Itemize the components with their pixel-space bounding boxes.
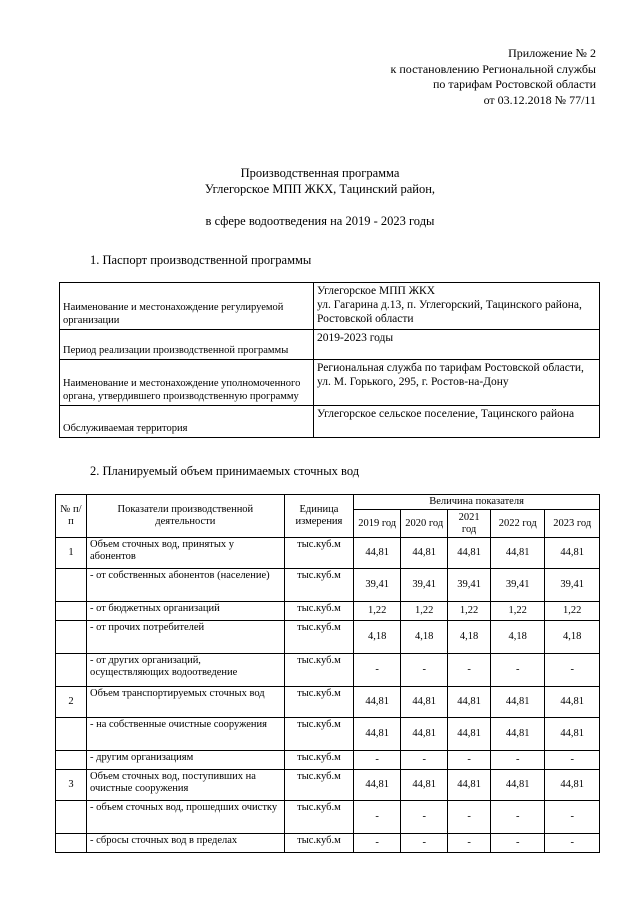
row-value: - (545, 801, 600, 834)
row-value: 39,41 (354, 569, 401, 602)
row-value: 39,41 (401, 569, 448, 602)
title-line: Углегорское МПП ЖКХ, Тацинский район, (204, 182, 436, 196)
row-indicator: - на собственные очистные сооружения (86, 718, 284, 751)
row-value: 44,81 (448, 770, 491, 801)
row-number: 1 (56, 538, 87, 569)
row-value: 44,81 (545, 770, 600, 801)
row-indicator: - сбросы сточных вод в пределах (86, 834, 284, 853)
table-row (56, 654, 600, 687)
row-value: 44,81 (354, 687, 401, 718)
row-value: - (448, 801, 491, 834)
header-year: 2019 год (354, 510, 401, 538)
header-year: 2020 год (401, 510, 448, 538)
row-value: 44,81 (354, 770, 401, 801)
row-indicator: - от прочих потребителей (86, 621, 284, 654)
header-value-group: Величина показателя (354, 495, 600, 510)
row-indicator: Объем сточных вод, принятых у абонентов (86, 538, 284, 569)
row-value: - (448, 751, 491, 770)
row-unit: тыс.куб.м (284, 621, 353, 654)
row-unit: тыс.куб.м (284, 569, 353, 602)
passport-value: 2019-2023 годы (314, 330, 600, 360)
row-indicator: - от собственных абонентов (население) (86, 569, 284, 602)
volume-table (55, 494, 600, 853)
table-row (56, 718, 600, 751)
row-value: 44,81 (401, 538, 448, 569)
row-value: 44,81 (354, 718, 401, 751)
row-value: - (354, 801, 401, 834)
row-value: 39,41 (448, 569, 491, 602)
row-value: 4,18 (545, 621, 600, 654)
passport-table (59, 282, 600, 438)
passport-value-address: ул. Гагарина д.13, п. Углегорский, Тацинского района, Ростовской области (317, 299, 582, 325)
row-value: 44,81 (401, 770, 448, 801)
table-row (56, 687, 600, 718)
row-value: 39,41 (545, 569, 600, 602)
row-value: 44,81 (354, 538, 401, 569)
row-value: - (545, 751, 600, 770)
row-value: 1,22 (354, 602, 401, 621)
row-value: - (490, 834, 545, 853)
row-value: - (401, 751, 448, 770)
row-value: 1,22 (401, 602, 448, 621)
appendix-header (391, 46, 596, 108)
row-value: - (354, 751, 401, 770)
row-value: 44,81 (545, 687, 600, 718)
header-unit: Единица измерения (284, 495, 353, 538)
row-number (56, 569, 87, 602)
row-value: 44,81 (401, 687, 448, 718)
row-value: 44,81 (490, 770, 545, 801)
row-value: 44,81 (490, 538, 545, 569)
passport-value: Углегорское сельское поселение, Тацинского района (314, 406, 600, 438)
row-value: - (490, 654, 545, 687)
row-unit: тыс.куб.м (284, 602, 353, 621)
row-value: - (401, 801, 448, 834)
row-indicator: Объем сточных вод, поступивших на очистные сооружения (86, 770, 284, 801)
row-number (56, 801, 87, 834)
passport-row (60, 406, 600, 438)
row-value: 4,18 (354, 621, 401, 654)
section-heading-volume: 2. Планируемый объем принимаемых сточных вод (90, 464, 360, 478)
passport-value-org: Углегорское МПП ЖКХ (317, 285, 436, 297)
passport-label: Период реализации производственной программы (60, 330, 314, 360)
row-indicator: - объем сточных вод, прошедших очистку (86, 801, 284, 834)
table-row (56, 538, 600, 569)
table-row (56, 770, 600, 801)
row-value: 1,22 (490, 602, 545, 621)
passport-row (60, 330, 600, 360)
table-row (56, 801, 600, 834)
header-year: 2022 год (490, 510, 545, 538)
passport-label: Обслуживаемая территория (60, 406, 314, 438)
row-unit: тыс.куб.м (284, 687, 353, 718)
row-value: - (448, 654, 491, 687)
passport-value: Региональная служба по тарифам Ростовской области, ул. М. Горького, 295, г. Ростов-на-Дону (314, 360, 600, 406)
table-row (56, 602, 600, 621)
row-value: 44,81 (490, 718, 545, 751)
title-line: Производственная программа (240, 166, 400, 180)
row-value: 4,18 (401, 621, 448, 654)
header-year: 2021 год (448, 510, 491, 538)
row-value: - (545, 834, 600, 853)
row-value: - (490, 801, 545, 834)
row-value: 44,81 (545, 718, 600, 751)
row-value: 4,18 (490, 621, 545, 654)
appendix-line: по тарифам Ростовской области (432, 77, 596, 91)
row-unit: тыс.куб.м (284, 654, 353, 687)
row-indicator: Объем транспортируемых сточных вод (86, 687, 284, 718)
appendix-line: к постановлению Региональной службы (390, 61, 596, 76)
table-row (56, 569, 600, 602)
row-unit: тыс.куб.м (284, 834, 353, 853)
row-number: 2 (56, 687, 87, 718)
passport-row (60, 283, 600, 330)
row-value: 44,81 (401, 718, 448, 751)
row-indicator: - от бюджетных организаций (86, 602, 284, 621)
row-number (56, 621, 87, 654)
row-value: 4,18 (448, 621, 491, 654)
table-row (56, 751, 600, 770)
row-value: - (401, 654, 448, 687)
appendix-line: от 03.12.2018 № 77/11 (483, 92, 596, 107)
row-value: - (354, 654, 401, 687)
row-number (56, 602, 87, 621)
appendix-line: Приложение № 2 (508, 46, 596, 60)
title-line: в сфере водоотведения на 2019 - 2023 годы (205, 214, 435, 228)
row-value: 44,81 (448, 538, 491, 569)
row-unit: тыс.куб.м (284, 770, 353, 801)
passport-row (60, 360, 600, 406)
row-number (56, 751, 87, 770)
passport-label: Наименование и местонахождение регулируемой организации (60, 283, 314, 330)
row-unit: тыс.куб.м (284, 751, 353, 770)
passport-label: Наименование и местонахождение уполномоченного органа, утвердившего производственную программу (60, 360, 314, 406)
row-number (56, 834, 87, 853)
row-number: 3 (56, 770, 87, 801)
header-num: № п/п (56, 495, 87, 538)
row-number (56, 718, 87, 751)
row-value: 44,81 (448, 687, 491, 718)
row-value: 44,81 (545, 538, 600, 569)
row-number (56, 654, 87, 687)
row-value: 1,22 (448, 602, 491, 621)
row-value: 44,81 (490, 687, 545, 718)
table-row (56, 834, 600, 853)
row-value: - (354, 834, 401, 853)
row-value: - (545, 654, 600, 687)
header-indicator: Показатели производственной деятельности (86, 495, 284, 538)
row-value: - (448, 834, 491, 853)
row-indicator: - другим организациям (86, 751, 284, 770)
row-value: 1,22 (545, 602, 600, 621)
row-indicator: - от других организаций, осуществляющих водоотведение (86, 654, 284, 687)
row-value: - (490, 751, 545, 770)
document-title (0, 165, 640, 229)
passport-value (314, 283, 600, 330)
row-unit: тыс.куб.м (284, 538, 353, 569)
row-value: 44,81 (448, 718, 491, 751)
header-year: 2023 год (545, 510, 600, 538)
row-unit: тыс.куб.м (284, 718, 353, 751)
row-value: - (401, 834, 448, 853)
row-unit: тыс.куб.м (284, 801, 353, 834)
table-row (56, 621, 600, 654)
section-heading-passport: 1. Паспорт производственной программы (90, 253, 312, 267)
row-value: 39,41 (490, 569, 545, 602)
